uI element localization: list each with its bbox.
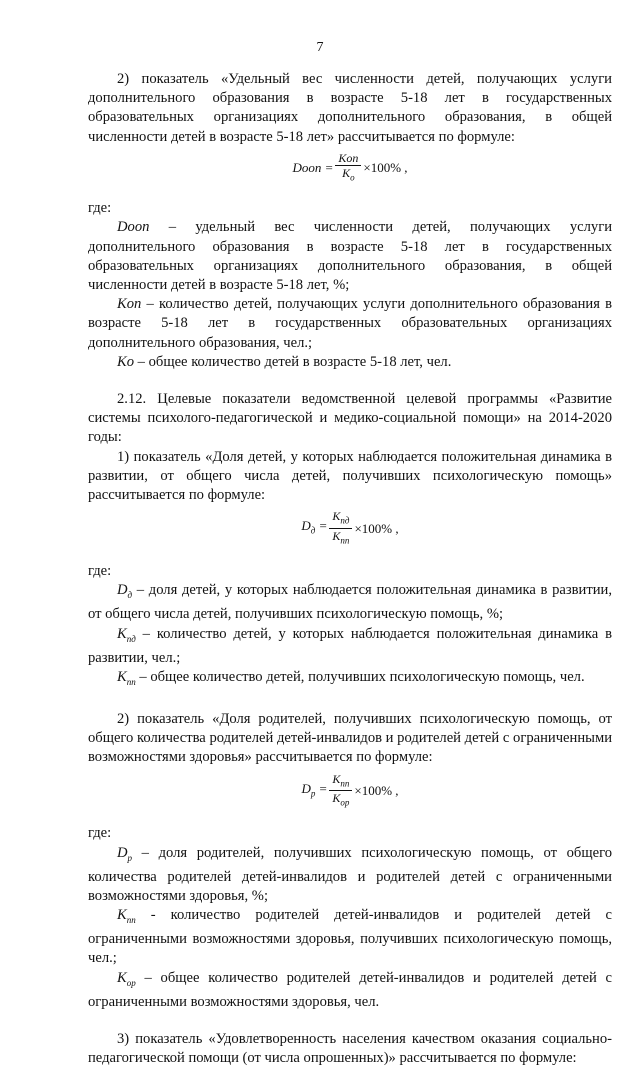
formula-numerator bbox=[329, 509, 352, 528]
definition-doon bbox=[88, 218, 612, 295]
where-label: где: bbox=[88, 825, 112, 842]
formula-rhs: ×100% , bbox=[363, 160, 408, 176]
formula-rhs: ×100% , bbox=[354, 783, 399, 799]
formula-denominator bbox=[329, 529, 352, 548]
num-symbol: K bbox=[332, 509, 341, 524]
den-subscript: ор bbox=[340, 797, 350, 808]
num-symbol: K bbox=[332, 771, 341, 786]
lhs-subscript: д bbox=[310, 525, 316, 536]
definition-kon bbox=[88, 295, 612, 353]
definition-symbol: Kon bbox=[117, 296, 142, 313]
den-symbol: K bbox=[342, 165, 351, 180]
num-subscript: пд bbox=[340, 515, 350, 526]
definition-symbol bbox=[117, 582, 133, 601]
document-body bbox=[88, 70, 612, 1068]
lhs-symbol: D bbox=[301, 780, 311, 796]
page-number: 7 bbox=[316, 40, 324, 55]
indicator-3-intro: 3) показатель «Удовлетворенность населения качеством оказания социально-педагогической помощи (от числа опрошенных)» рассчитывается по формуле: bbox=[88, 1030, 612, 1067]
definition-text: – удельный вес численности детей, получающих услуги дополнительного образования в возрасте 5-18 лет в государственных образовательных организациях дополнительного образования, в общей численности детей в возрасте 5-18 лет, %; bbox=[88, 219, 612, 294]
symbol-letter: K bbox=[117, 907, 127, 924]
definition-symbol: Doon bbox=[117, 219, 150, 236]
definition-text: – доля родителей, получивших психологическую помощь, от общего количества родителей детей-инвалидов и родителей детей с ограниченными возможностями здоровья, %; bbox=[88, 844, 612, 904]
formula-fraction bbox=[329, 509, 352, 548]
section-heading-2-12: 2.12. Целевые показатели ведомственной целевой программы «Развитие системы психолого-педагогической и медико-социальной помощи» на 2014-2020 годы: bbox=[88, 391, 612, 446]
num-subscript: пп bbox=[340, 777, 350, 788]
definition-dp bbox=[88, 844, 612, 907]
lhs-symbol: D bbox=[301, 518, 311, 534]
definition-text: – доля детей, у которых наблюдается положительная динамика в развитии, от общего числа детей, получивших психологическую помощь, %; bbox=[88, 582, 612, 623]
den-subscript: o bbox=[350, 172, 355, 183]
definition-text: – количество детей, у которых наблюдается положительная динамика в развитии, чел.; bbox=[88, 625, 612, 666]
symbol-subscript: д bbox=[127, 590, 133, 601]
definition-text: - количество родителей детей-инвалидов и родителей детей с ограниченными возможностями здоровья, получивших психологическую помощь, чел.; bbox=[88, 907, 612, 967]
symbol-subscript: пп bbox=[126, 914, 136, 925]
definition-symbol bbox=[117, 970, 136, 986]
formula-fraction bbox=[335, 151, 361, 185]
definition-symbol bbox=[117, 907, 136, 923]
formula-numerator bbox=[329, 772, 352, 791]
definition-kor bbox=[88, 969, 612, 1012]
indicator-1-intro: 1) показатель «Доля детей, у которых наблюдается положительная динамика в развитии, от общего числа детей, получивших психологическую помощь» рассчитывается по формуле: bbox=[88, 448, 612, 504]
symbol-subscript: пд bbox=[126, 633, 136, 644]
formula-denominator bbox=[339, 166, 358, 185]
formula-lhs: Doon = bbox=[292, 160, 334, 176]
definition-kpd bbox=[88, 625, 612, 668]
symbol-subscript: ор bbox=[126, 977, 136, 988]
where-label: где: bbox=[88, 200, 112, 217]
formula-doon bbox=[88, 151, 612, 185]
symbol-subscript: пп bbox=[126, 676, 136, 687]
definition-symbol bbox=[117, 626, 136, 642]
indicator-2-parents-intro: 2) показатель «Доля родителей, получивших психологическую помощь, от общего количества родителей детей-инвалидов и родителей детей с ограниченными возможностями здоровья» рассчитывается по формуле: bbox=[88, 710, 612, 766]
definition-kpp-parents bbox=[88, 906, 612, 969]
den-symbol: K bbox=[332, 528, 341, 543]
formula-lhs bbox=[301, 779, 327, 804]
equals-sign: = bbox=[318, 518, 328, 534]
formula-dp bbox=[88, 772, 612, 811]
den-symbol: K bbox=[332, 790, 341, 805]
definition-dd bbox=[88, 581, 612, 624]
definition-text: – количество детей, получающих услуги дополнительного образования в возрасте 5-18 лет в государственных образовательных организациях дополнительного образования, чел.; bbox=[88, 296, 612, 351]
lhs-subscript: р bbox=[310, 788, 316, 799]
indicator-2-intro: 2) показатель «Удельный вес численности детей, получающих услуги дополнительного образования в возрасте 5-18 лет в государственных образовательных организациях дополнительного образования, в общей численности детей в возрасте 5-18 лет» рассчитывается по формуле: bbox=[88, 71, 612, 145]
definition-text: – общее количество детей в возрасте 5-18 лет, чел. bbox=[134, 353, 452, 370]
symbol-letter: K bbox=[117, 668, 127, 685]
formula-dd bbox=[88, 509, 612, 548]
definition-symbol bbox=[117, 669, 136, 685]
definition-text: – общее количество родителей детей-инвалидов и родителей детей с ограниченными возможностями здоровья, чел. bbox=[88, 969, 612, 1010]
equals-sign: = bbox=[318, 780, 328, 796]
formula-rhs: ×100% , bbox=[354, 521, 399, 537]
definition-text: – общее количество детей, получивших психологическую помощь, чел. bbox=[135, 668, 585, 685]
symbol-subscript: р bbox=[127, 852, 133, 863]
symbol-letter: K bbox=[117, 969, 127, 986]
formula-fraction bbox=[329, 772, 352, 811]
definition-symbol bbox=[117, 845, 132, 861]
symbol-letter: D bbox=[117, 582, 128, 599]
symbol-letter: D bbox=[117, 844, 128, 861]
formula-lhs bbox=[301, 516, 327, 541]
definition-ko bbox=[88, 353, 612, 372]
formula-denominator bbox=[329, 791, 352, 810]
definition-symbol: Ko bbox=[117, 353, 135, 370]
where-label: где: bbox=[88, 563, 112, 580]
den-subscript: пп bbox=[340, 535, 350, 546]
symbol-letter: K bbox=[117, 625, 127, 642]
definition-kpp bbox=[88, 668, 612, 692]
formula-numerator: Kon bbox=[335, 151, 361, 166]
